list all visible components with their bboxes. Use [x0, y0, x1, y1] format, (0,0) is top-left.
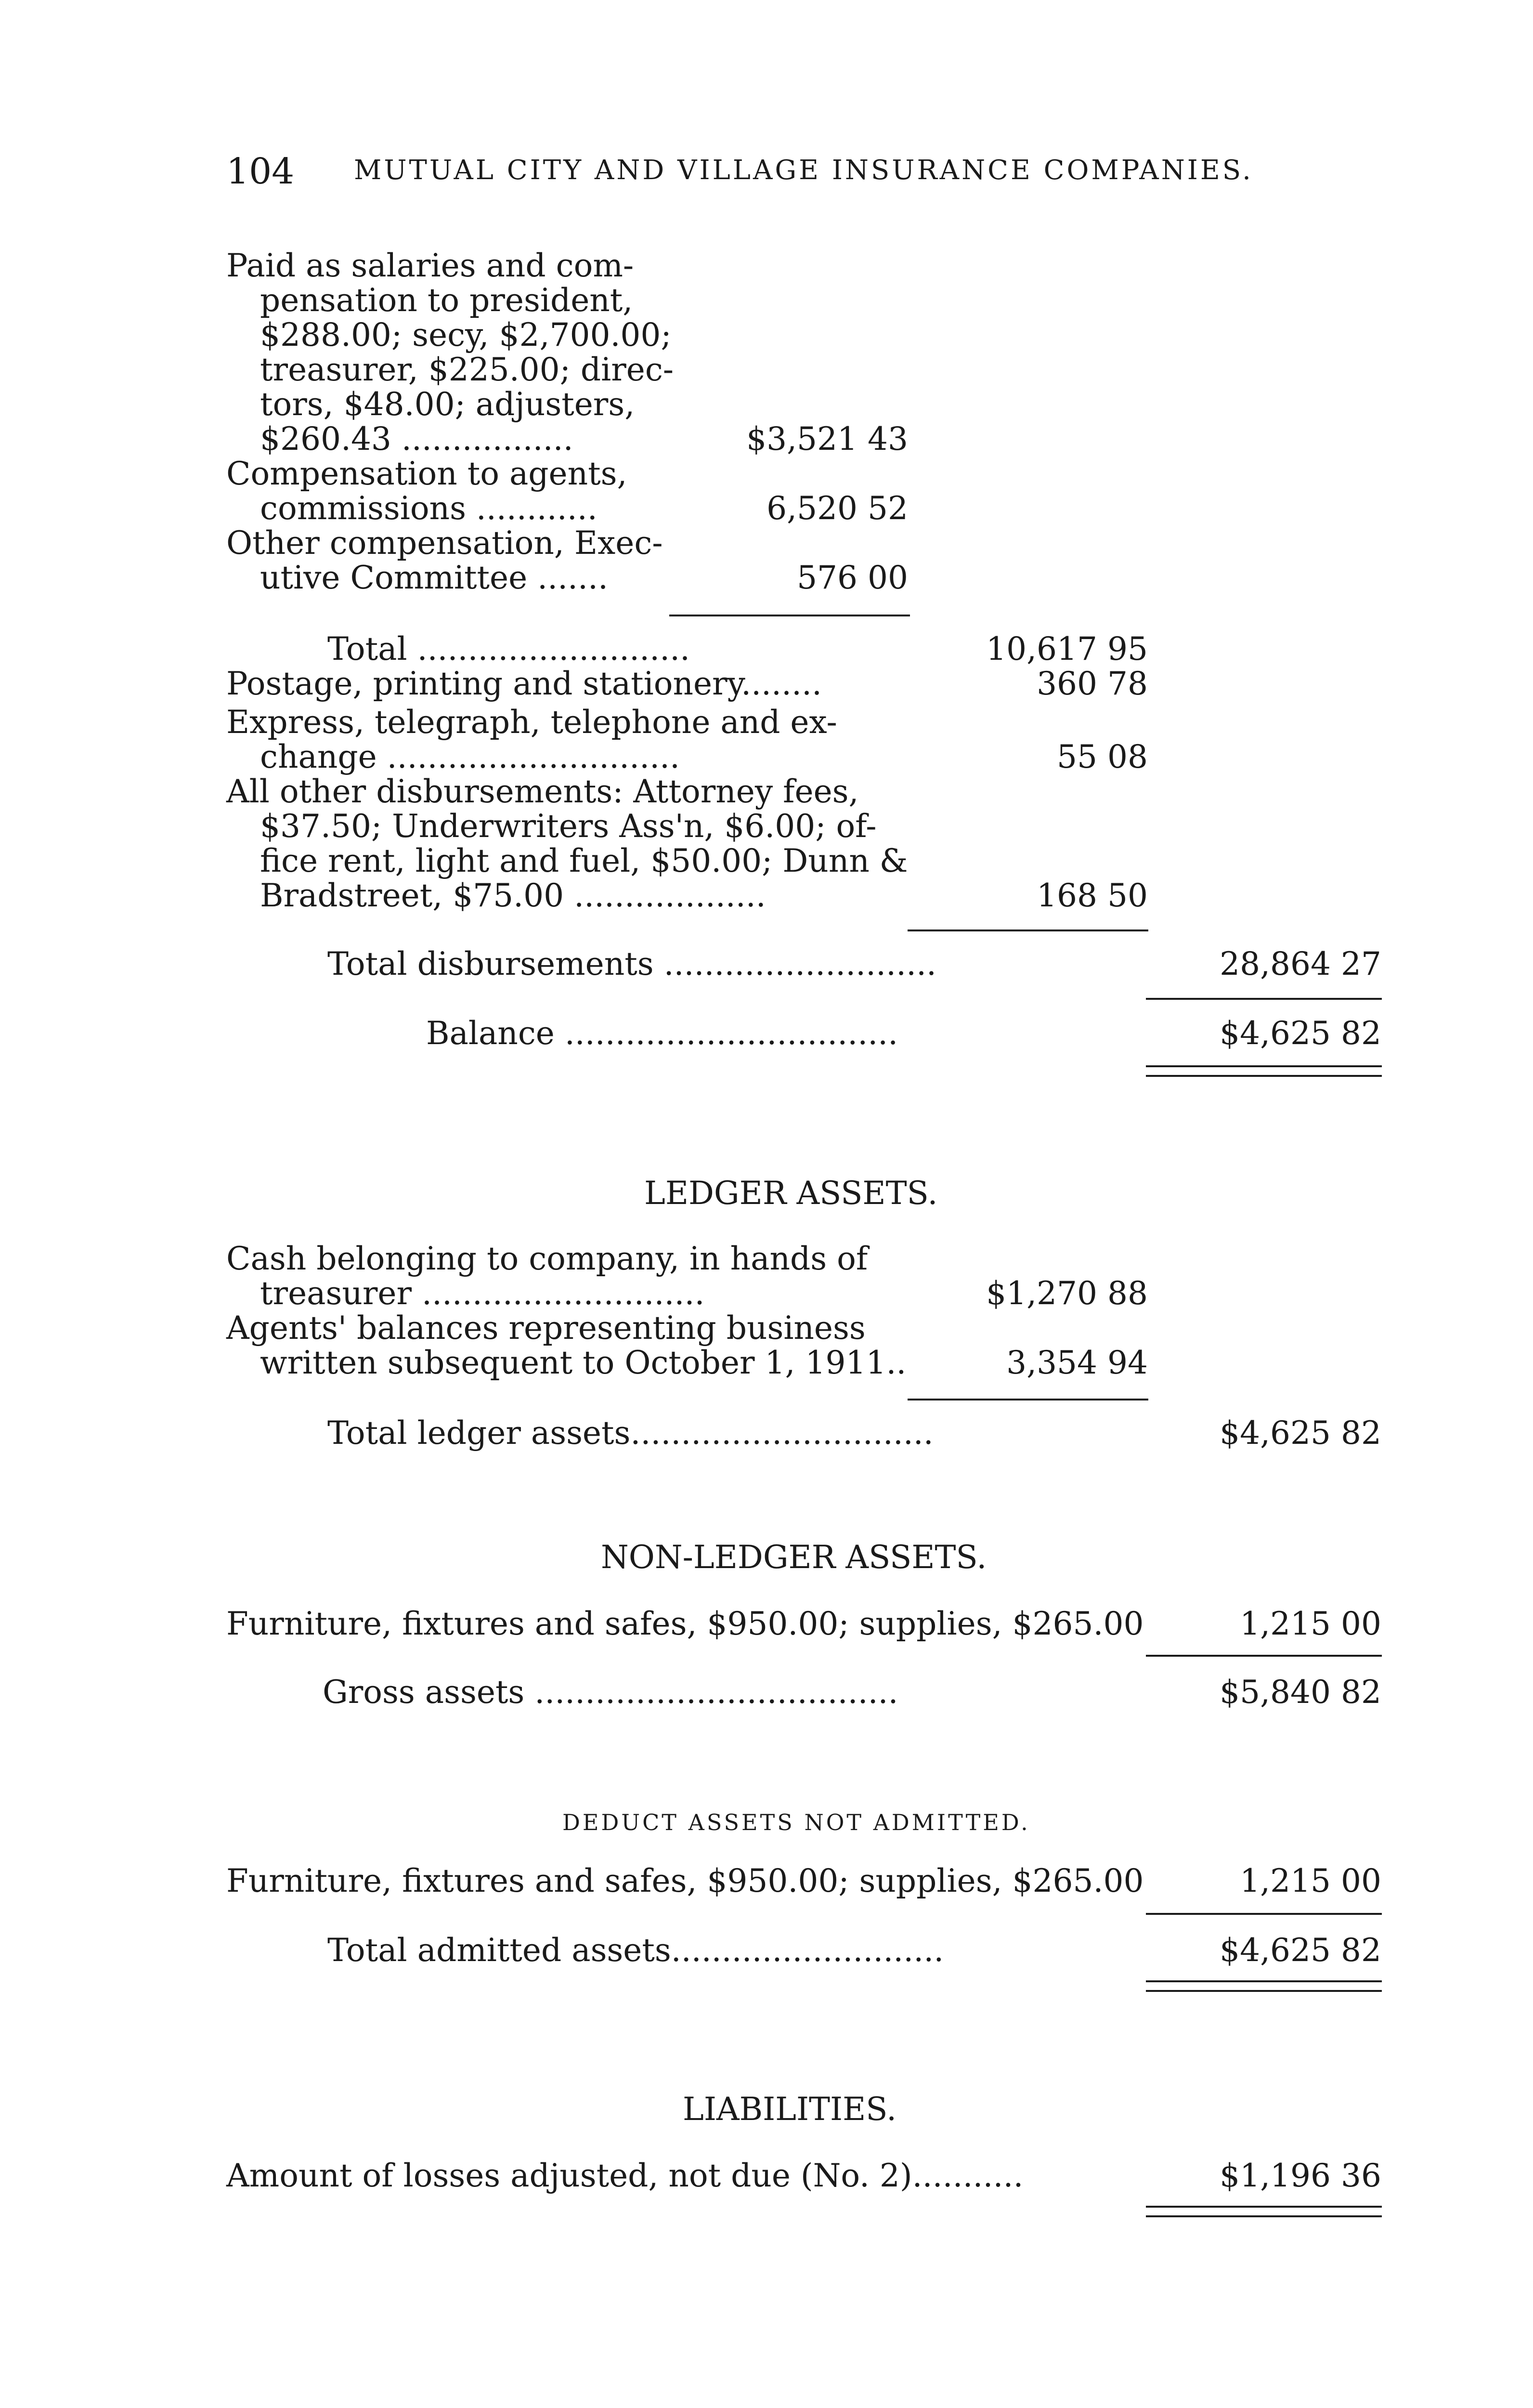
salaries-line: $260.43 .................	[260, 420, 573, 458]
liabilities-heading: LIABILITIES.	[683, 2091, 897, 2128]
losses-adjusted-amount: $1,196 36	[1220, 2157, 1381, 2194]
exec-comp-amount: 576 00	[797, 559, 908, 596]
gross-assets-label: Gross assets ....................................	[323, 1674, 898, 1711]
column-rule	[908, 1399, 1148, 1400]
deduct-furniture-amount: 1,215 00	[1240, 1862, 1381, 1899]
losses-adjusted-label: Amount of losses adjusted, not due (No. 2)...........	[226, 2157, 1024, 2194]
column-rule	[1146, 1655, 1382, 1657]
total-ledger-assets-amount: $4,625 82	[1220, 1414, 1381, 1452]
ledger-assets-heading: LEDGER ASSETS.	[644, 1175, 938, 1212]
agents-balances-line: Agents' balances representing business	[226, 1309, 866, 1347]
other-disb-amount: 168 50	[1037, 877, 1148, 914]
salaries-amount: $3,521 43	[746, 420, 908, 458]
express-amount: 55 08	[1057, 738, 1148, 775]
cash-amount: $1,270 88	[986, 1275, 1148, 1312]
page-number: 104	[226, 151, 295, 192]
express-line: Express, telegraph, telephone and ex-	[226, 704, 837, 741]
total-disbursements-amount: 28,864 27	[1220, 945, 1381, 982]
salaries-line: tors, $48.00; adjusters,	[260, 386, 635, 423]
total-amount: 10,617 95	[986, 630, 1148, 667]
subtotal-rule	[669, 615, 910, 616]
agents-comp-line: Compensation to agents,	[226, 455, 627, 492]
other-disb-line: Bradstreet, $75.00 ...................	[260, 877, 766, 914]
agents-comp-line: commissions ............	[260, 490, 598, 527]
furniture-amount: 1,215 00	[1240, 1605, 1381, 1642]
salaries-line: pensation to president,	[260, 282, 633, 319]
total-label: Total ...........................	[327, 630, 690, 667]
total-admitted-assets-label: Total admitted assets...........................	[327, 1932, 944, 1969]
running-title: MUTUAL CITY AND VILLAGE INSURANCE COMPANIES.	[354, 155, 1253, 186]
salaries-line: treasurer, $225.00; direc-	[260, 351, 674, 388]
balance-amount: $4,625 82	[1220, 1015, 1381, 1052]
column-rule	[1146, 998, 1382, 1000]
total-disbursements-label: Total disbursements ...........................	[327, 945, 937, 982]
total-admitted-assets-amount: $4,625 82	[1220, 1932, 1381, 1969]
postage-amount: 360 78	[1037, 665, 1148, 702]
exec-comp-line: Other compensation, Exec-	[226, 524, 663, 562]
column-rule	[908, 929, 1148, 931]
agents-balances-amount: 3,354 94	[1006, 1344, 1148, 1381]
other-disb-line: All other disbursements: Attorney fees,	[226, 773, 859, 810]
express-line: change .............................	[260, 738, 680, 775]
column-rule	[1146, 1913, 1382, 1915]
cash-line: Cash belonging to company, in hands of	[226, 1240, 868, 1277]
balance-label: Balance .................................	[426, 1015, 898, 1052]
exec-comp-line: utive Committee .......	[260, 559, 608, 596]
deduct-heading: DEDUCT ASSETS NOT ADMITTED.	[562, 1809, 1030, 1835]
salaries-line: $288.00; secy, $2,700.00;	[260, 316, 672, 353]
double-rule	[1146, 1980, 1382, 1992]
other-disb-line: $37.50; Underwriters Ass'n, $6.00; of-	[260, 808, 877, 845]
salaries-line: Paid as salaries and com-	[226, 247, 634, 284]
agents-comp-amount: 6,520 52	[766, 490, 908, 527]
furniture-label: Furniture, fixtures and safes, $950.00; supplies, $265.00	[226, 1605, 1144, 1642]
non-ledger-assets-heading: NON-LEDGER ASSETS.	[601, 1539, 987, 1576]
double-rule	[1146, 1065, 1382, 1077]
deduct-furniture-label: Furniture, fixtures and safes, $950.00; supplies, $265.00	[226, 1862, 1144, 1899]
cash-line: treasurer ............................	[260, 1275, 705, 1312]
other-disb-line: fice rent, light and fuel, $50.00; Dunn &	[260, 842, 908, 879]
agents-balances-line: written subsequent to October 1, 1911..	[260, 1344, 907, 1381]
gross-assets-amount: $5,840 82	[1220, 1674, 1381, 1711]
postage-label: Postage, printing and stationery........	[226, 665, 822, 702]
total-ledger-assets-label: Total ledger assets..............................	[327, 1414, 934, 1452]
double-rule	[1146, 2206, 1382, 2217]
